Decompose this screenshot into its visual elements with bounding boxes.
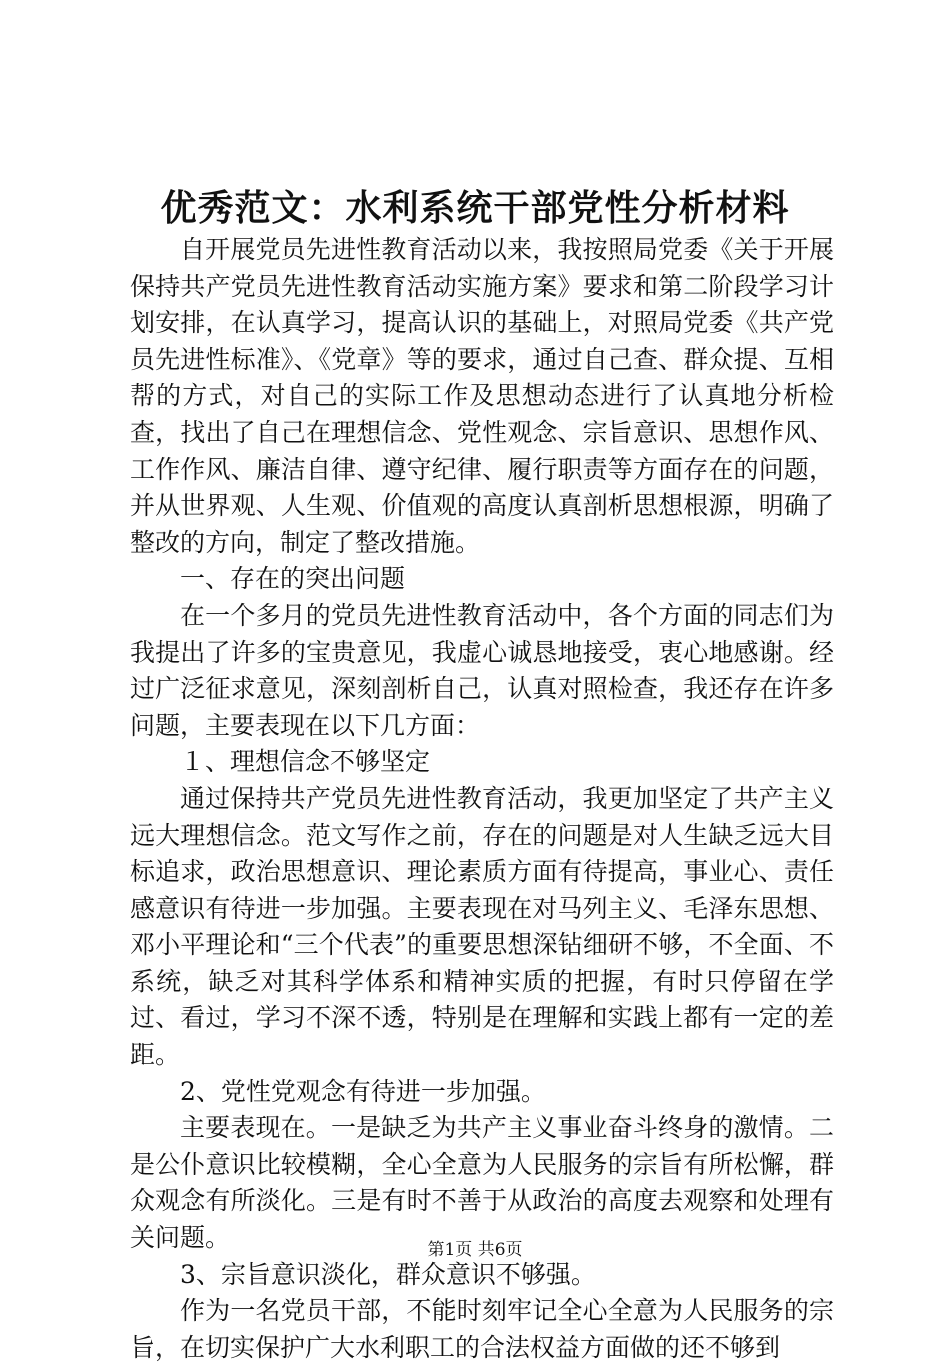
subsection-heading: １、理想信念不够坚定 xyxy=(180,747,431,777)
subsection-heading: 3、宗旨意识淡化，群众意识不够强。 xyxy=(180,1259,596,1289)
document-title: 优秀范文：水利系统干部党性分析材料 xyxy=(160,187,790,229)
body-paragraph: 作为一名党员干部，不能时刻牢记全心全意为人民服务的宗旨，在切实保护广大水利职工的合法权益方面做的还不够到 xyxy=(130,1296,834,1362)
body-paragraph: 主要表现在。一是缺乏为共产主义事业奋斗终身的激情。二是公仆意识比较模糊，全心全意为人民服务的宗旨有所松懈，群众观念有所淡化。三是有时不善于从政治的高度去观察和处理有关问题。 xyxy=(130,1113,834,1253)
intro-paragraph: 自开展党员先进性教育活动以来，我按照局党委《关于开展保持共产党员先进性教育活动实施方案》要求和第二阶段学习计划安排，在认真学习，提高认识的基础上，对照局党委《共产党员先进性标准》、《党章》等的要求，通过自己查、群众提、互相帮的方式，对自己的实际工作及思想动态进行了认真地分析检查，找出了自己在理想信念、党性观念、宗旨意识、思想作风、工作作风、廉洁自律、遵守纪律、履行职责等方面存在的问题，并从世界观、人生观、价值观的高度认真剖析思想根源，明确了整改的方向，制定了整改措施。 xyxy=(130,235,834,557)
subsection-heading: 2、党性党观念有待进一步加强。 xyxy=(180,1076,546,1106)
section-heading: 一、存在的突出问题 xyxy=(180,564,406,594)
document-body xyxy=(130,232,834,1366)
body-paragraph: 在一个多月的党员先进性教育活动中，各个方面的同志们为我提出了许多的宝贵意见，我虚心诚恳地接受，衷心地感谢。经过广泛征求意见，深刻剖析自己，认真对照检查，我还存在许多问题，主要表现在以下几方面： xyxy=(130,600,834,740)
page-footer: 第1页 共6页 xyxy=(427,1240,523,1260)
body-paragraph: 通过保持共产党员先进性教育活动，我更加坚定了共产主义远大理想信念。范文写作之前，存在的问题是对人生缺乏远大目标追求，政治思想意识、理论素质方面有待提高，事业心、责任感意识有待进一步加强。主要表现在对马列主义、毛泽东思想、邓小平理论和“三个代表”的重要思想深钻细研不够，不全面、不系统，缺乏对其科学体系和精神实质的把握，有时只停留在学过、看过，学习不深不透，特别是在理解和实践上都有一定的差距。 xyxy=(130,783,834,1070)
